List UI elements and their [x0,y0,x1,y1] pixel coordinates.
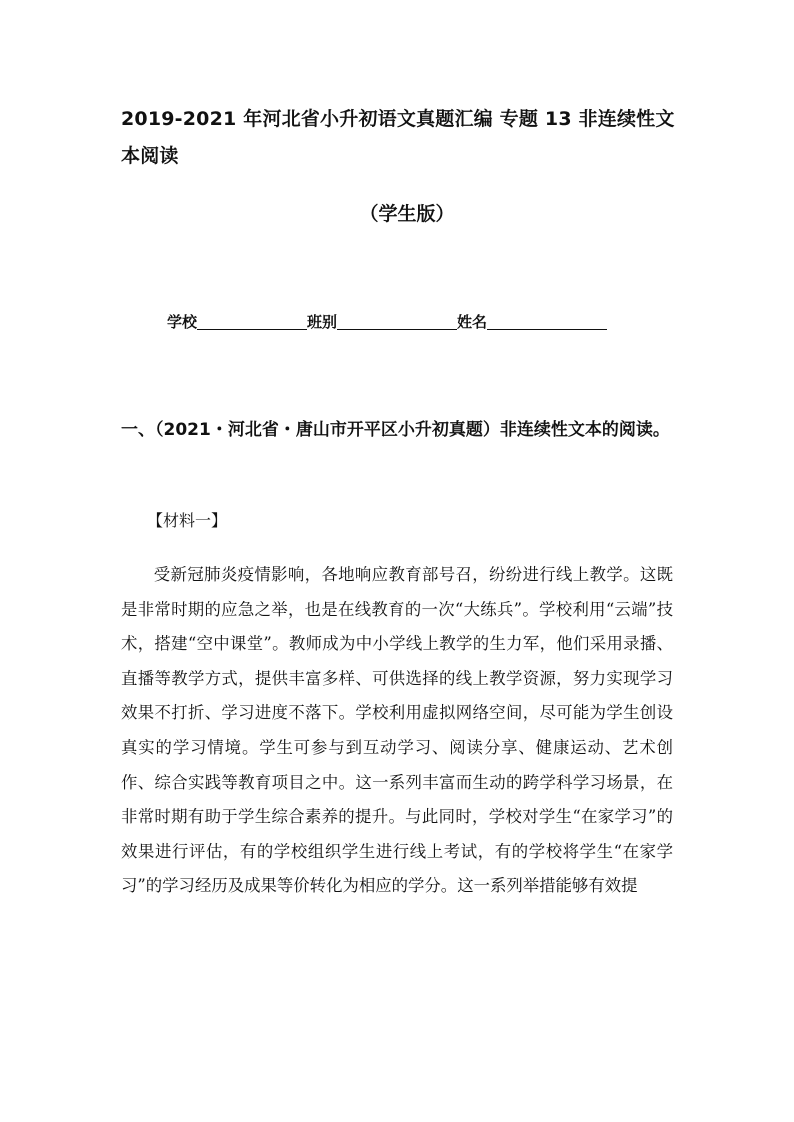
class-blank [337,313,457,330]
student-info-row [167,311,607,333]
material-paragraph: 受新冠肺炎疫情影响，各地响应教育部号召，纷纷进行线上教学。这既是非常时期的应急之举，也是在线教育的一次“大练兵”。学校利用“云端”技术，搭建“空中课堂”。教师成为中小学线上教学的生力军，他们采用录播、直播等教学方式，提供丰富多样、可供选择的线上教学资源，努力实现学习效果不打折、学习进度不落下。学校利用虚拟网络空间，尽可能为学生创设真实的学习情境。学生可参与到互动学习、阅读分享、健康运动、艺术创作、综合实践等教育项目之中。这一系列丰富而生动的跨学科学习场景，在非常时期有助于学生综合素养的提升。与此同时，学校对学生“在家学习”的效果进行评估，有的学校组织学生进行线上考试，有的学校将学生“在家学习”的学习经历及成果等价转化为相应的学分。这一系列举措能够有效提 [121,565,673,896]
document-subtitle: （学生版） [359,203,455,225]
material-label: 【材料一】 [147,511,228,530]
question-heading: 一、（2021・河北省・唐山市开平区小升初真题）非连续性文本的阅读。 [121,420,670,440]
school-label: 学校 [167,313,198,331]
name-label: 姓名 [457,313,488,331]
document-title: 2019-2021 年河北省小升初语文真题汇编 专题 13 非连续性文本阅读 [121,108,675,167]
class-label: 班别 [307,313,338,331]
name-blank [487,313,607,330]
school-blank [197,313,307,330]
